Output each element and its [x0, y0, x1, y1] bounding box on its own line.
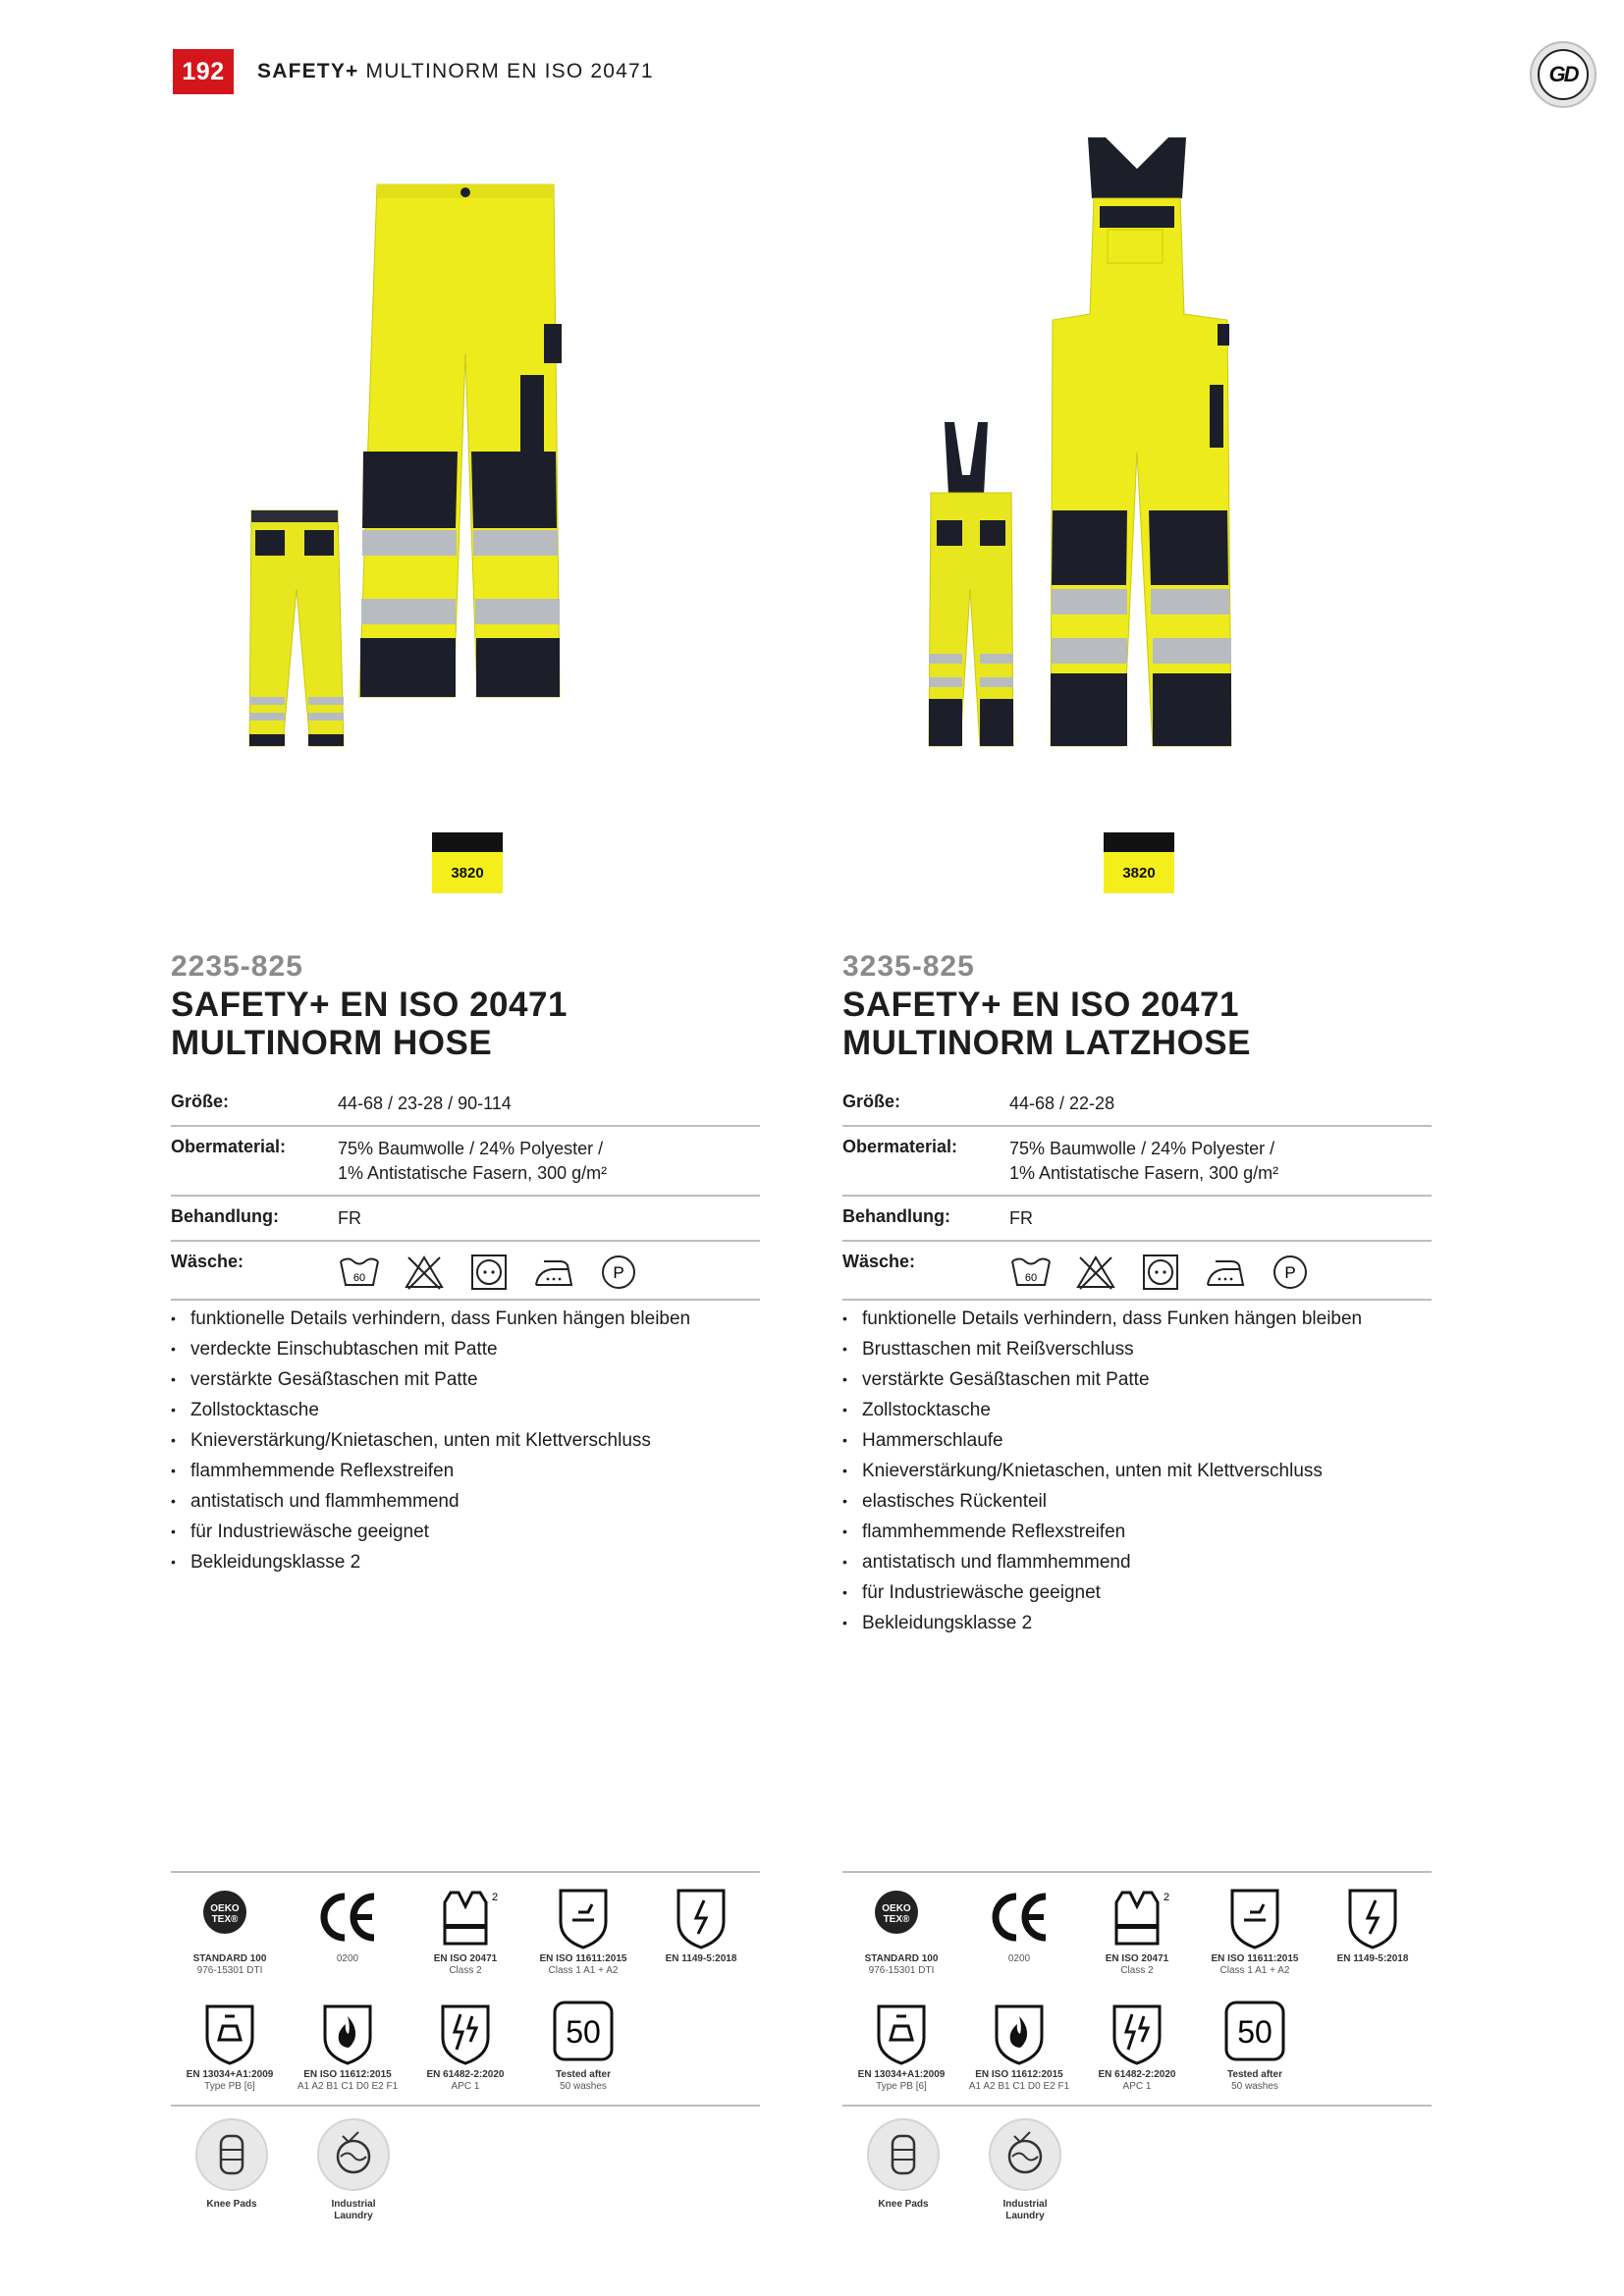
antistatic-shield-icon: EN 1149-5:2018 [1314, 1883, 1432, 1989]
bib-overall-back-thumbnail [929, 422, 1013, 746]
list-item: • Knieverstärkung/Knietaschen, unten mit Klettverschluss [842, 1456, 1362, 1486]
list-item: • antistatisch und flammhemmend [171, 1486, 690, 1517]
arc-shield-icon: EN 61482-2:2020 APC 1 [406, 1999, 524, 2105]
wash-60-icon [1009, 1254, 1053, 1291]
spec-table [842, 1080, 1432, 1301]
iron-icon [532, 1254, 575, 1291]
spec-table [171, 1080, 760, 1301]
no-bleach-icon [403, 1254, 446, 1291]
flame-shield-icon: EN ISO 11612:2015 A1 A2 B1 C1 D0 E2 F1 [289, 1999, 406, 2105]
svg-text:60: 60 [352, 1272, 366, 1284]
spec-row-material: Obermaterial: 75% Baumwolle / 24% Polyester / 1% Antistatische Fasern, 300 g/m² [842, 1127, 1432, 1197]
svg-text:OEKO: OEKO [882, 1903, 911, 1914]
certification-row-2 [842, 1989, 1432, 2105]
svg-text:P: P [613, 1263, 624, 1282]
oeko-tex-icon: OEKO TEX® STANDARD 100 976-15301 DTI [842, 1883, 960, 1989]
dry-clean-p-icon [597, 1254, 640, 1291]
spec-row-wash: Wäsche: 60 P [842, 1242, 1432, 1301]
spec-row-treatment: Behandlung: FR [842, 1197, 1432, 1242]
tested-washes-icon: 50 Tested after 50 washes [1196, 1999, 1314, 2105]
product-name: SAFETY+ EN ISO 20471 MULTINORM HOSE [171, 986, 568, 1062]
feature-icons-row [842, 2107, 1432, 2234]
welding-shield-icon: EN ISO 11611:2015 Class 1 A1 + A2 [1196, 1883, 1314, 1989]
list-item: • Zollstocktasche [842, 1395, 1362, 1425]
knee-pads-icon: Knee Pads [171, 2118, 293, 2234]
header-title: SAFETY+ MULTINORM EN ISO 20471 [257, 60, 654, 82]
list-item: • verstärkte Gesäßtaschen mit Patte [171, 1364, 690, 1395]
color-code: 3820 [432, 852, 503, 893]
spec-row-material: Obermaterial: 75% Baumwolle / 24% Polyester / 1% Antistatische Fasern, 300 g/m² [171, 1127, 760, 1197]
care-icons [1009, 1252, 1432, 1290]
certification-row-2 [171, 1989, 760, 2105]
spec-row-wash: Wäsche: 60 P [171, 1242, 760, 1301]
list-item: • verdeckte Einschubtaschen mit Patte [171, 1334, 690, 1364]
flame-shield-icon: EN ISO 11612:2015 A1 A2 B1 C1 D0 E2 F1 [960, 1999, 1078, 2105]
knee-pads-icon: Knee Pads [842, 2118, 964, 2234]
bib-overall-front-view [1051, 137, 1231, 746]
color-swatch [1104, 832, 1174, 893]
dry-clean-p-icon [1269, 1254, 1312, 1291]
list-item: • Brusttaschen mit Reißverschluss [842, 1334, 1362, 1364]
product-image-latzhose [842, 128, 1432, 766]
list-item: • flammhemmende Reflexstreifen [171, 1456, 690, 1486]
page-number: 192 [173, 49, 234, 94]
svg-text:TEX®: TEX® [211, 1914, 239, 1925]
list-item: • Zollstocktasche [171, 1395, 690, 1425]
list-item: • Hammerschlaufe [842, 1425, 1362, 1456]
list-item: • verstärkte Gesäßtaschen mit Patte [842, 1364, 1362, 1395]
list-item: • funktionelle Details verhindern, dass Funken hängen bleiben [171, 1304, 690, 1334]
svg-text:2: 2 [1164, 1892, 1170, 1903]
product-image-hose [171, 128, 760, 766]
list-item: • Bekleidungsklasse 2 [171, 1547, 690, 1577]
trousers-front-view [359, 185, 562, 697]
tumble-dry-icon [467, 1254, 511, 1291]
product-column-hose [171, 0, 760, 2296]
tumble-dry-icon [1139, 1254, 1182, 1291]
oeko-tex-icon: OEKO TEX® STANDARD 100 976-15301 DTI [171, 1883, 289, 1989]
list-item: • für Industriewäsche geeignet [842, 1577, 1362, 1608]
industrial-laundry-icon: Industrial Laundry [293, 2118, 414, 2234]
certification-block [842, 1871, 1432, 2234]
welding-shield-icon: EN ISO 11611:2015 Class 1 A1 + A2 [524, 1883, 642, 1989]
trousers-back-thumbnail [249, 510, 344, 746]
svg-text:OEKO: OEKO [210, 1903, 240, 1914]
svg-text:TEX®: TEX® [883, 1914, 910, 1925]
ce-mark-icon: 0200 [960, 1883, 1078, 1989]
list-item: • für Industriewäsche geeignet [171, 1517, 690, 1547]
no-bleach-icon [1074, 1254, 1117, 1291]
product-column-latzhose [842, 0, 1432, 2296]
list-item: • Knieverstärkung/Knietaschen, unten mit Klettverschluss [171, 1425, 690, 1456]
industrial-laundry-icon: Industrial Laundry [964, 2118, 1086, 2234]
spec-row-size: Größe: 44-68 / 23-28 / 90-114 [171, 1080, 760, 1127]
feature-list [171, 1304, 690, 1577]
product-name: SAFETY+ EN ISO 20471 MULTINORM LATZHOSE [842, 986, 1251, 1062]
tested-washes-icon: 50 Tested after 50 washes [524, 1999, 642, 2105]
svg-text:50: 50 [566, 2014, 601, 2050]
brand-logo: GD [1530, 41, 1597, 108]
article-number: 2235-825 [171, 950, 303, 983]
hi-vis-vest-icon: 2 EN ISO 20471 Class 2 [1105, 1892, 1170, 1976]
spec-row-treatment: Behandlung: FR [171, 1197, 760, 1242]
list-item: • Bekleidungsklasse 2 [842, 1608, 1362, 1638]
chemical-shield-icon: EN 13034+A1:2009 Type PB [6] [171, 1999, 289, 2105]
list-item: • elastisches Rückenteil [842, 1486, 1362, 1517]
chemical-shield-icon: EN 13034+A1:2009 Type PB [6] [842, 1999, 960, 2105]
antistatic-shield-icon: EN 1149-5:2018 [642, 1883, 760, 1989]
svg-text:60: 60 [1024, 1272, 1038, 1284]
certification-row-1 [842, 1873, 1432, 1989]
svg-text:50: 50 [1237, 2014, 1272, 2050]
hi-vis-vest-icon: 2 EN ISO 20471 Class 2 [433, 1892, 499, 1976]
list-item: • funktionelle Details verhindern, dass Funken hängen bleiben [842, 1304, 1362, 1334]
arc-shield-icon: EN 61482-2:2020 APC 1 [1078, 1999, 1196, 2105]
svg-text:2: 2 [492, 1892, 499, 1903]
ce-mark-icon: 0200 [289, 1883, 406, 1989]
list-item: • flammhemmende Reflexstreifen [842, 1517, 1362, 1547]
list-item: • antistatisch und flammhemmend [842, 1547, 1362, 1577]
article-number: 3235-825 [842, 950, 975, 983]
certification-block [171, 1871, 760, 2234]
spec-row-size: Größe: 44-68 / 22-28 [842, 1080, 1432, 1127]
svg-text:P: P [1284, 1263, 1296, 1282]
color-swatch [432, 832, 503, 893]
feature-list [842, 1304, 1362, 1638]
wash-60-icon [338, 1254, 381, 1291]
iron-icon [1204, 1254, 1247, 1291]
certification-row-1 [171, 1873, 760, 1989]
feature-icons-row [171, 2107, 760, 2234]
care-icons [338, 1252, 760, 1290]
color-code: 3820 [1104, 852, 1174, 893]
